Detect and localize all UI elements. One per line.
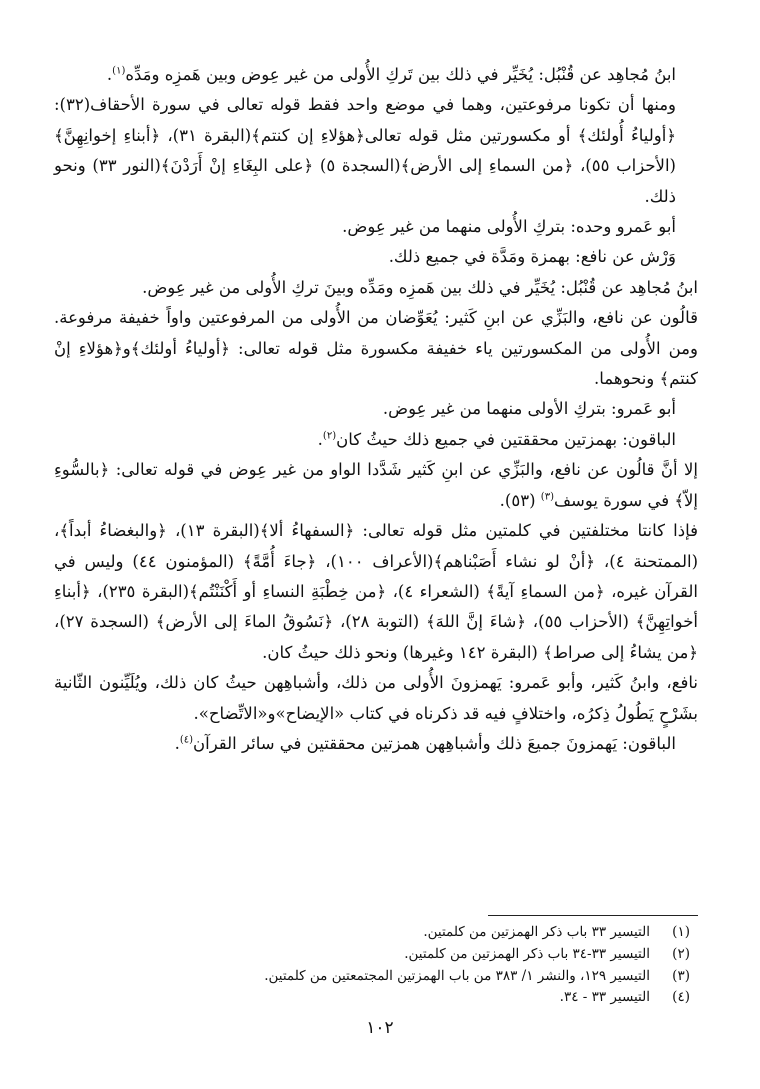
paragraph (54, 90, 698, 212)
paragraph-tail: . (317, 429, 323, 449)
paragraph (54, 516, 698, 668)
paragraph-tail: . (106, 65, 113, 84)
paragraph (54, 668, 698, 729)
paragraph-text: ابنُ مُجاهِد عن قُنْبُل: يُخَيِّر في ذلك بين هَمزِه ومَدِّه وبينَ تركِ الأُولى من غير عِوض. (142, 277, 698, 297)
paragraph-text: أبو عَمرو: بتركِ الأولى منهما من غير عِوض. (382, 399, 676, 419)
paragraph-text: نافع، وابنُ كَثير، وأبو عَمرو: يَهمزونَ الأُولى من ذلك، وأشباهِهن حيثُ كان ذلك، ويُلَيِّنون الثّانية بشَرْحٍ يَطُولُ ذِكرُه، واختلافٍ فيه قد ذكرناه في كتاب «الإيضاح»و«الاتِّضاح». (54, 673, 698, 723)
paragraph-tail: . (174, 733, 180, 753)
paragraph-text: الباقون: يَهمزونَ جميعَ ذلك وأشباهِهن همزتين محققتين في سائر القرآن (193, 733, 676, 753)
footnote-text: التيسير ٣٣ باب ذكر الهمزتين من كلمتين. (423, 924, 650, 940)
main-text (54, 60, 698, 759)
footnote-number: (٣) (672, 967, 690, 984)
paragraph (54, 394, 698, 424)
paragraph (54, 242, 698, 272)
footnote-marker: (١) (112, 65, 126, 77)
footnote (70, 922, 690, 944)
paragraph (54, 729, 698, 759)
footnote-marker: (٢) (322, 430, 337, 442)
footnote-number: (١) (672, 924, 690, 940)
paragraph (54, 455, 698, 516)
paragraph-text: الباقون: بهمزتين محققتين في جميع ذلك حيثُ كان (336, 429, 676, 449)
paragraph (54, 212, 698, 242)
paragraph-text: ابنُ مُجاهِد عن قُنْبُل: يُخَيِّر في ذلك بين تَركِ الأُولى من غير عِوض وبين هَمزِه ومَدِّه (125, 65, 676, 84)
paragraph (54, 425, 698, 455)
paragraph-text: أبو عَمرو وحده: بتركِ الأُولى منهما من غير عِوض. (342, 217, 676, 237)
footnote (70, 987, 690, 1009)
paragraph-tail: (٥٣). (499, 490, 541, 510)
paragraph-text: قالُون عن نافع، والبَزِّي عن ابنِ كَثير: يُعَوِّضان من الأُولى من المرفوعتين واواً خفيفة مرفوعة. ومن الأُولى من المكسورتين ياء خفيفة مكسورة مثل قوله تعالى: ﴿أولياءُ أولئك﴾و﴿هؤلاءِ إنْ كنتم﴾ ونحوهما. (54, 308, 698, 389)
paragraph (54, 303, 698, 394)
footnote-number: (٤) (672, 989, 690, 1006)
footnote-text: التيسير ٣٣-٣٤ باب ذكر الهمزتين من كلمتين. (404, 945, 650, 962)
footnote-text: التيسير ١٢٩، والنشر ١/ ٣٨٣ من باب الهمزتين المجتمعتين من كلمتين. (264, 967, 650, 984)
footnote-marker: (٣) (540, 491, 554, 503)
footnote-divider (488, 915, 698, 916)
paragraph-text: إلا أنَّ قالُون عن نافع، والبَزِّي عن ابنِ كَثير شَدَّدا الواو من غير عِوض في قوله تعالى: ﴿بالسُّوءِ إلاّ﴾ في سورة يوسف (54, 460, 698, 510)
footnotes (70, 922, 690, 1009)
footnote (70, 944, 690, 966)
paragraph-text: فإذا كانتا مختلفتين في كلمتين مثل قوله تعالى: ﴿السفهاءُ ألا﴾(البقرة ١٣)، ﴿والبغضاءُ أبداً﴾، (الممتحنة ٤)، ﴿أنْ لو نشاء أَصَبْناهم﴾(الأعراف ١٠٠)، ﴿جاءَ أُمَّةً﴾ (المؤمنون ٤٤) وليس في القرآن غيره، ﴿من السماءِ آيةً﴾ (الشعراء ٤)، ﴿من خِطْبَةِ النساءِ أو أَكْنَنْتُم﴾(البقرة ٢٣٥)، ﴿أبناءِ أخواتِهِنَّ﴾ (الأحزاب ٥٥)، ﴿شاءَ إنَّ اللهَ﴾ (التوبة ٢٨)، ﴿نَسُوقُ الماءَ إلى الأرض﴾ (السجدة ٢٧)، ﴿من يشاءُ إلى صراط﴾ (البقرة ١٤٢ وغيرها) ونحو ذلك حيثُ كان. (54, 521, 699, 662)
footnote (70, 966, 690, 988)
paragraph (54, 60, 698, 90)
footnote-marker: (٤) (179, 734, 193, 746)
footnote-text: التيسير ٣٣ - ٣٤. (559, 989, 650, 1006)
paragraph (54, 273, 698, 303)
page-number: ١٠٢ (366, 1018, 394, 1038)
footnote-number: (٢) (672, 945, 690, 962)
paragraph-text: وَرْش عن نافع: بهمزة ومَدَّة في جميع ذلك. (388, 247, 676, 267)
paragraph-text: ومنها أن تكونا مرفوعتين، وهما في موضع واحد فقط قوله تعالى في سورة الأحقاف(٣٢): ﴿أولياءُ أُولئك﴾ أو مكسورتين مثل قوله تعالى﴿هؤلاءِ إن كنتم﴾(البقرة ٣١)، ﴿أبناءِ إخوانِهِنَّ﴾(الأحزاب ٥٥)، ﴿من السماءِ إلى الأرض﴾(السجدة ٥) ﴿على البِغَاءِ إنْ أَرَدْنَ﴾(النور ٣٣) ونحو ذلك. (54, 95, 676, 206)
